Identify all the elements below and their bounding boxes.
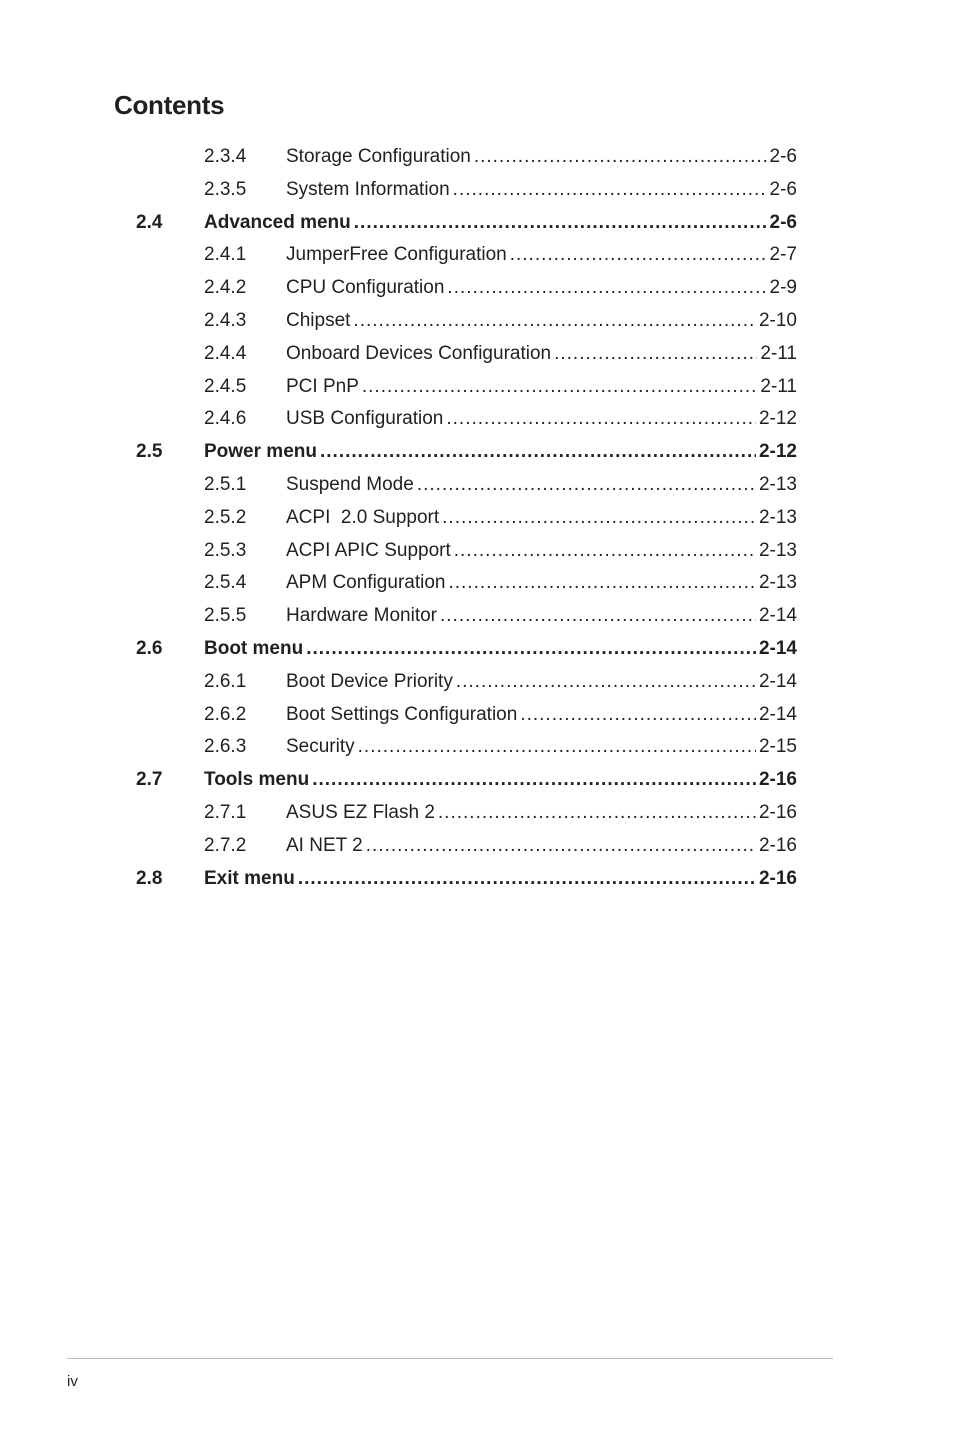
toc-section-number: 2.4.5 xyxy=(204,375,247,397)
toc-section-number: 2.3.5 xyxy=(204,178,247,200)
toc-entry-line xyxy=(286,599,797,632)
toc-entry-2-4-2[interactable] xyxy=(0,271,954,304)
toc-section-title: Boot menu xyxy=(204,638,304,659)
toc-section-title: AI NET 2 xyxy=(286,834,363,856)
toc-entry-2-8[interactable] xyxy=(0,862,954,895)
toc-page-number: 2-12 xyxy=(758,441,797,463)
toc-section-title: Onboard Devices Configuration xyxy=(286,342,552,364)
toc-entry-2-7[interactable] xyxy=(0,763,954,796)
toc-page-number: 2-16 xyxy=(758,802,797,823)
toc-section-title: Advanced menu xyxy=(204,211,351,233)
toc-entry-line xyxy=(204,862,797,895)
page-title: Contents xyxy=(114,90,225,120)
toc-dot-leader xyxy=(438,796,756,829)
toc-dot-leader xyxy=(447,271,766,304)
toc-section-number: 2.6 xyxy=(136,638,163,659)
toc-page-number: 2-11 xyxy=(760,342,797,364)
toc-section-number: 2.4 xyxy=(136,211,163,233)
toc-section-number: 2.5.1 xyxy=(204,474,247,495)
toc-section-number: 2.5 xyxy=(136,441,163,463)
toc-entry-2-3-4[interactable] xyxy=(0,140,954,173)
toc-entry-line xyxy=(286,337,797,370)
toc-section-title: Exit menu xyxy=(204,867,295,889)
toc-entry-line xyxy=(286,271,797,304)
toc-dot-leader xyxy=(453,173,767,206)
toc-dot-leader xyxy=(358,730,756,763)
footer-divider xyxy=(67,1358,833,1359)
toc-dot-leader xyxy=(474,140,767,173)
toc-section-number: 2.7.2 xyxy=(204,834,247,856)
toc-section-number: 2.6.1 xyxy=(204,670,247,692)
toc-page-number: 2-13 xyxy=(758,474,797,495)
toc-entry-2-4-6[interactable] xyxy=(0,402,954,435)
page-number: iv xyxy=(67,1373,78,1390)
toc-page-number: 2-16 xyxy=(758,834,797,856)
toc-section-number: 2.4.4 xyxy=(204,342,247,364)
toc-section-number: 2.5.2 xyxy=(204,506,247,528)
toc-entry-line xyxy=(204,206,797,239)
toc-page-number: 2-16 xyxy=(758,769,797,791)
toc-entry-line xyxy=(286,698,797,731)
toc-dot-leader xyxy=(354,206,767,239)
toc-entry-2-7-2[interactable] xyxy=(0,829,954,862)
toc-page-number: 2-13 xyxy=(758,572,797,594)
toc-entry-2-5-3[interactable] xyxy=(0,534,954,567)
toc-section-title: Storage Configuration xyxy=(286,146,471,167)
toc-dot-leader xyxy=(510,238,767,271)
toc-entry-2-3-5[interactable] xyxy=(0,173,954,206)
toc-entry-2-4[interactable] xyxy=(0,206,954,239)
toc-section-title: Boot Device Priority xyxy=(286,670,453,692)
toc-entry-line xyxy=(286,501,797,534)
toc-section-title: CPU Configuration xyxy=(286,277,445,299)
toc-page-number: 2-14 xyxy=(758,670,797,692)
toc-entry-line xyxy=(286,566,797,599)
toc-entry-line xyxy=(286,238,797,271)
toc-section-title: APM Configuration xyxy=(286,572,446,594)
toc-page-number: 2-12 xyxy=(758,408,797,430)
toc-entry-2-6-1[interactable] xyxy=(0,665,954,698)
toc-dot-leader xyxy=(298,862,756,895)
toc-entry-line xyxy=(286,402,797,435)
toc-entry-2-5[interactable] xyxy=(0,435,954,468)
toc-page-number: 2-15 xyxy=(758,736,797,758)
toc-section-title: Boot Settings Configuration xyxy=(286,703,518,725)
toc-entry-line xyxy=(204,632,797,665)
toc-page-number: 2-14 xyxy=(758,605,797,627)
toc-section-title: ASUS EZ Flash 2 xyxy=(286,802,435,823)
toc-entry-2-6[interactable] xyxy=(0,632,954,665)
toc-page-number: 2-9 xyxy=(769,277,797,299)
toc-page-number: 2-7 xyxy=(769,244,797,266)
toc-entry-line xyxy=(204,435,797,468)
toc-section-number: 2.8 xyxy=(136,867,163,889)
toc-dot-leader xyxy=(446,402,756,435)
toc-section-title: Power menu xyxy=(204,441,317,463)
toc-page-number: 2-10 xyxy=(758,310,797,331)
toc-entry-line xyxy=(286,730,797,763)
toc-entry-2-4-4[interactable] xyxy=(0,337,954,370)
toc-page-number: 2-6 xyxy=(769,178,797,200)
toc-section-title: USB Configuration xyxy=(286,408,444,430)
toc-section-number: 2.6.2 xyxy=(204,703,247,725)
toc-page-number: 2-13 xyxy=(758,506,797,528)
toc-section-title: ACPI 2.0 Support xyxy=(286,506,440,528)
toc-entry-line xyxy=(286,534,797,567)
toc-page-number: 2-6 xyxy=(769,211,797,233)
toc-section-title: Hardware Monitor xyxy=(286,605,437,627)
toc-entry-line xyxy=(286,796,797,829)
toc-entry-2-5-2[interactable] xyxy=(0,501,954,534)
toc-dot-leader xyxy=(440,599,756,632)
toc-entry-line xyxy=(204,763,797,796)
toc-section-number: 2.3.4 xyxy=(204,146,247,167)
toc-entry-line xyxy=(286,370,797,403)
toc-dot-leader xyxy=(306,632,756,665)
toc-section-number: 2.5.4 xyxy=(204,572,247,594)
toc-section-title: JumperFree Configuration xyxy=(286,244,507,266)
toc-page-number: 2-14 xyxy=(758,703,797,725)
toc-dot-leader xyxy=(366,829,756,862)
toc-dot-leader xyxy=(362,370,758,403)
toc-entry-line xyxy=(286,140,797,173)
toc-entry-2-6-2[interactable] xyxy=(0,698,954,731)
toc-section-number: 2.6.3 xyxy=(204,736,247,758)
toc-section-number: 2.7.1 xyxy=(204,802,247,823)
toc-entry-2-5-5[interactable] xyxy=(0,599,954,632)
toc-section-number: 2.4.3 xyxy=(204,310,247,331)
toc-entry-2-5-4[interactable] xyxy=(0,566,954,599)
toc-entry-line xyxy=(286,304,797,337)
toc-section-number: 2.4.2 xyxy=(204,277,247,299)
toc-entry-line xyxy=(286,468,797,501)
toc-entry-2-6-3[interactable] xyxy=(0,730,954,763)
toc-dot-leader xyxy=(520,698,756,731)
toc-dot-leader xyxy=(454,534,756,567)
toc-entry-2-5-1[interactable] xyxy=(0,468,954,501)
toc-entry-2-7-1[interactable] xyxy=(0,796,954,829)
toc-section-number: 2.5.3 xyxy=(204,539,247,561)
toc-dot-leader xyxy=(442,501,756,534)
toc-section-title: System Information xyxy=(286,178,450,200)
toc-page-number: 2-13 xyxy=(758,539,797,561)
toc-dot-leader xyxy=(312,763,756,796)
toc-dot-leader xyxy=(353,304,756,337)
toc-section-number: 2.4.1 xyxy=(204,244,247,266)
toc-entry-2-4-1[interactable] xyxy=(0,238,954,271)
toc-section-title: Suspend Mode xyxy=(286,474,414,495)
toc-page-number: 2-14 xyxy=(758,638,797,659)
toc-dot-leader xyxy=(448,566,756,599)
toc-entry-2-4-5[interactable] xyxy=(0,370,954,403)
toc-dot-leader xyxy=(554,337,757,370)
toc-section-number: 2.7 xyxy=(136,769,163,791)
toc-section-title: PCI PnP xyxy=(286,375,359,397)
toc-page-number: 2-6 xyxy=(769,146,797,167)
toc-section-title: ACPI APIC Support xyxy=(286,539,451,561)
toc-section-number: 2.5.5 xyxy=(204,605,247,627)
toc-dot-leader xyxy=(320,435,756,468)
toc-page-number: 2-16 xyxy=(758,867,797,889)
toc-section-title: Chipset xyxy=(286,310,351,331)
toc-section-number: 2.4.6 xyxy=(204,408,247,430)
toc-section-title: Tools menu xyxy=(204,769,310,791)
toc-entry-line xyxy=(286,173,797,206)
toc-entry-line xyxy=(286,829,797,862)
toc-entry-2-4-3[interactable] xyxy=(0,304,954,337)
toc-section-title: Security xyxy=(286,736,355,758)
toc-dot-leader xyxy=(456,665,756,698)
toc-entry-line xyxy=(286,665,797,698)
toc-dot-leader xyxy=(417,468,756,501)
toc-page-number: 2-11 xyxy=(760,375,797,397)
